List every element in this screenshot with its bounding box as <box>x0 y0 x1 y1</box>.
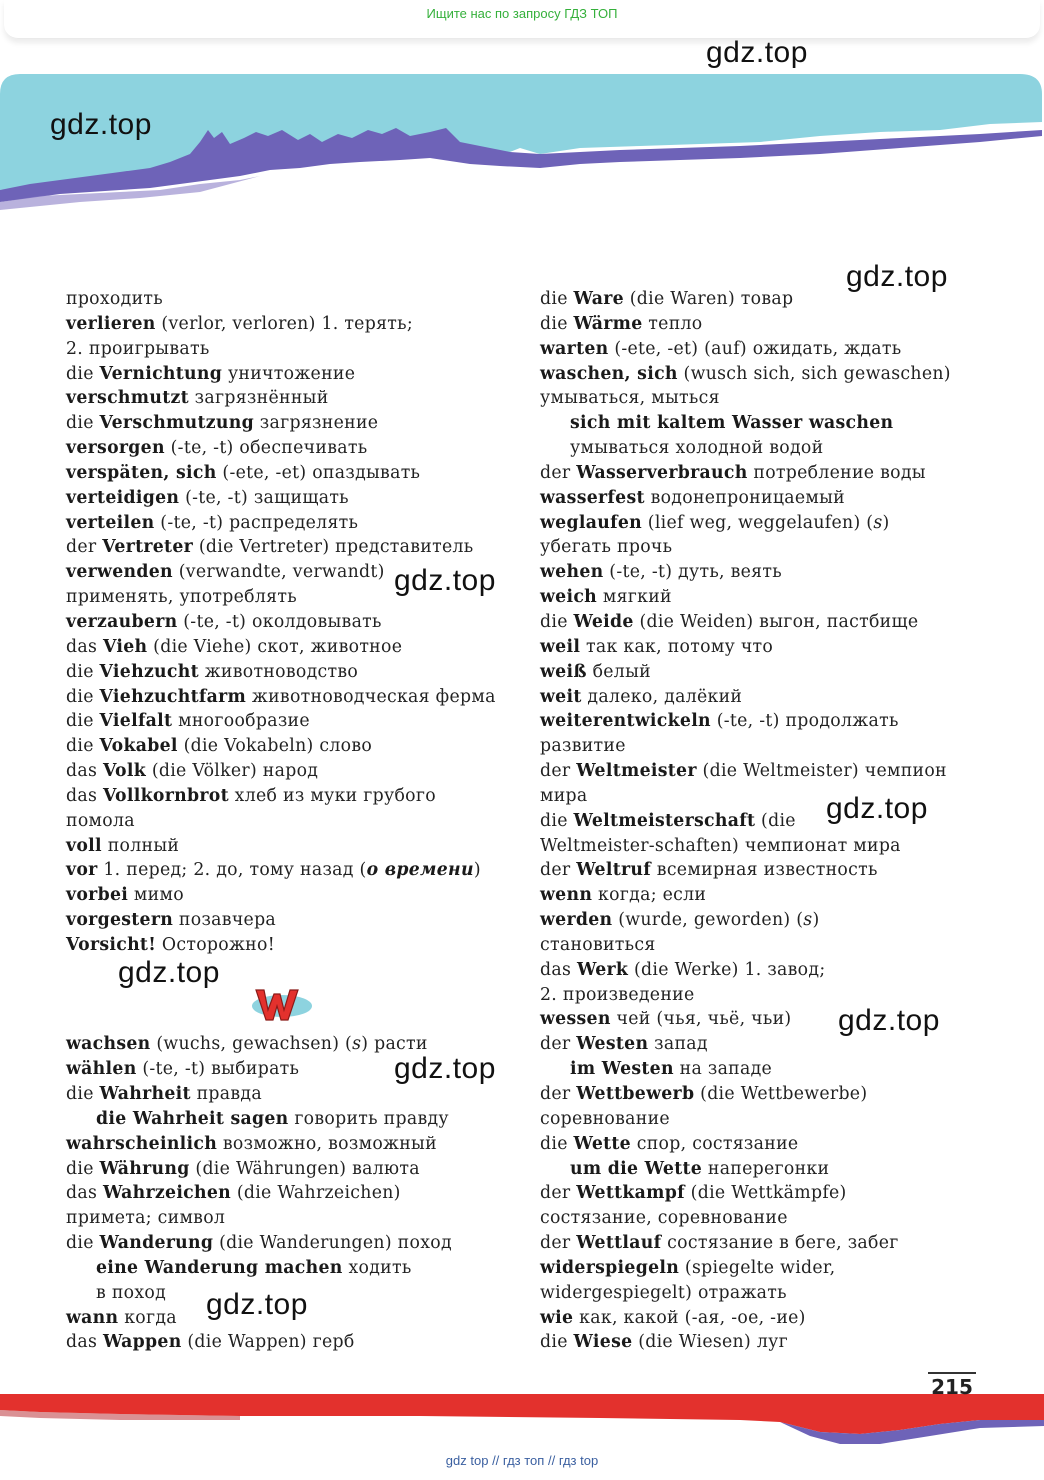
vocabulary-entry-line <box>66 486 496 511</box>
headword: Wahrzeichen <box>102 1183 232 1204</box>
headword: Weltruf <box>576 860 651 881</box>
vocabulary-entry-line <box>66 1181 496 1206</box>
translation-text: die <box>540 1332 574 1353</box>
translation-text: (-te, -t) распределять <box>154 512 359 533</box>
headword: Weide <box>573 611 634 632</box>
headword: Weltmeisterschaft <box>573 810 756 831</box>
translation-text: (-te, -t) выбирать <box>136 1059 300 1080</box>
vocabulary-entry-line <box>540 1157 951 1182</box>
translation-text: ) расти <box>361 1034 428 1055</box>
translation-text: der <box>540 1233 577 1254</box>
footer-link[interactable]: гдз top <box>558 1453 599 1468</box>
headword: Weltmeister <box>576 761 697 782</box>
headword: Wasserverbrauch <box>576 462 748 483</box>
translation-text: наперегонки <box>702 1158 830 1179</box>
vocabulary-entry-line <box>540 958 951 983</box>
translation-text: (die Weiden) выгон, пастбище <box>633 611 919 632</box>
translation-text: (-ete, -et) (auf) ожидать, ждать <box>608 338 902 359</box>
translation-text: когда <box>118 1307 177 1328</box>
translation-text: спор, состязание <box>630 1133 799 1154</box>
headword: wahrscheinlich <box>66 1133 218 1154</box>
translation-text: хлеб из муки грубого <box>228 785 436 806</box>
headword: Vernichtung <box>99 363 223 384</box>
translation-text: многообразие <box>172 711 310 732</box>
headword: weich <box>540 587 598 608</box>
translation-text: die <box>540 1133 574 1154</box>
translation-text: становиться <box>540 934 656 955</box>
search-hint-link[interactable]: Ищите нас по запросу ГДЗ ТОП <box>426 6 618 21</box>
translation-text: загрязнённый <box>188 388 329 409</box>
translation-text: (wusch sich, sich gewaschen) <box>677 363 951 384</box>
headword: Wettbewerb <box>576 1084 695 1104</box>
translation-text: убегать прочь <box>540 537 673 558</box>
vocabulary-entry-line <box>66 660 496 685</box>
vocabulary-entry-line <box>66 560 496 585</box>
headword: Ware <box>573 289 624 309</box>
headword: vor <box>66 860 98 881</box>
headword: Volk <box>102 761 147 782</box>
vocabulary-entry-line <box>540 535 951 560</box>
headword: Währung <box>99 1158 190 1179</box>
headword: Vielfalt <box>99 711 173 732</box>
vocabulary-entry-line <box>540 908 951 933</box>
translation-text: как, какой (-ая, -ое, -ие) <box>573 1307 806 1328</box>
translation-text: на западе <box>673 1059 773 1080</box>
translation-text: соревнование <box>540 1108 670 1129</box>
vocabulary-entry-line <box>66 883 496 908</box>
headword: Wettlauf <box>576 1233 662 1254</box>
vocabulary-entry-line <box>540 1107 951 1132</box>
headword: wie <box>540 1307 574 1328</box>
translation-text: проходить <box>66 289 163 309</box>
translation-text: (die Werke) 1. завод; <box>628 959 826 980</box>
translation-text: водонепроницаемый <box>644 487 845 508</box>
vocabulary-entry-line <box>540 635 951 660</box>
translation-text: (wuchs, gewachsen) ( <box>150 1034 353 1055</box>
translation-text: (die <box>755 810 796 831</box>
headword: widerspiegeln <box>540 1257 680 1278</box>
translation-text: das <box>66 761 103 782</box>
headword: wählen <box>66 1059 137 1080</box>
translation-text: die <box>66 661 100 682</box>
vocabulary-entry-line <box>540 1256 951 1281</box>
headword: weiß <box>540 661 587 682</box>
translation-text: die <box>66 736 100 757</box>
translation-text: s <box>352 1034 362 1055</box>
translation-text: (die Waren) товар <box>623 289 794 309</box>
translation-text: der <box>540 860 577 881</box>
translation-text: der <box>540 1034 577 1055</box>
translation-text: умываться холодной водой <box>570 438 824 459</box>
headword: Wanderung <box>99 1233 214 1254</box>
vocabulary-entry-line <box>540 933 951 958</box>
translation-text: мимо <box>128 885 184 906</box>
vocabulary-entry-line <box>540 486 951 511</box>
translation-text: Weltmeister-schaften) чемпионат мира <box>540 835 901 856</box>
vocabulary-entry-line <box>66 1256 496 1281</box>
watermark-text: gdz.top <box>826 792 928 825</box>
vocabulary-entry-line <box>540 858 951 883</box>
vocabulary-entry-line <box>540 362 951 387</box>
vocabulary-entry-line <box>66 685 496 710</box>
vocabulary-entry-line <box>540 1057 951 1082</box>
translation-text: der <box>540 1183 577 1204</box>
vocabulary-entry-line <box>66 1231 496 1256</box>
vocabulary-entry-line <box>66 312 496 337</box>
vocabulary-entry-line <box>540 1007 951 1032</box>
vocabulary-entry-line <box>66 1281 496 1306</box>
translation-text: ) <box>473 860 481 881</box>
headword: verteidigen <box>66 487 180 508</box>
headword: voll <box>66 835 102 856</box>
translation-text: (-te, -t) защищать <box>179 487 349 508</box>
watermark-text: gdz.top <box>50 108 152 141</box>
translation-text: правда <box>190 1084 262 1104</box>
translation-text: так как, потому что <box>580 636 774 657</box>
translation-text: widergespiegelt) отражать <box>540 1282 787 1303</box>
headword: Wette <box>573 1133 631 1154</box>
vocabulary-entry-line <box>540 436 951 461</box>
translation-text: das <box>66 636 103 657</box>
headword: weil <box>540 636 581 657</box>
translation-text: развитие <box>540 736 626 757</box>
translation-text: (-te, -t) продолжать <box>710 711 899 732</box>
vocabulary-entry-line <box>66 1032 496 1057</box>
vocabulary-entry-line <box>66 362 496 387</box>
vocabulary-entry-line <box>66 635 496 660</box>
translation-text: ) <box>882 512 890 533</box>
headword: vorbei <box>66 885 129 906</box>
page-number: 215 <box>928 1372 976 1400</box>
footer-links <box>0 1453 1044 1468</box>
vocabulary-entry-line <box>66 1330 496 1355</box>
vocabulary-entry-line <box>540 610 951 635</box>
vocabulary-column-right <box>540 287 951 1355</box>
headword: Wahrheit <box>99 1084 191 1104</box>
headword: wasserfest <box>540 487 645 508</box>
headword: weit <box>540 686 582 707</box>
watermark-text: gdz.top <box>206 1288 308 1321</box>
translation-text: (-te, -t) околдовывать <box>177 611 382 632</box>
translation-text: (die Wiesen) луг <box>632 1332 788 1353</box>
vocabulary-entry-line <box>540 337 951 362</box>
translation-text: всемирная известность <box>651 860 878 881</box>
vocabulary-entry-line <box>540 685 951 710</box>
headword: Wettkampf <box>576 1183 685 1204</box>
translation-text: белый <box>586 661 651 682</box>
translation-text: das <box>66 785 103 806</box>
translation-text: животноводческая ферма <box>246 686 496 707</box>
translation-text: der <box>66 537 103 558</box>
translation-text: мягкий <box>597 587 672 608</box>
vocabulary-entry-line <box>540 759 951 784</box>
headword: wenn <box>540 885 593 906</box>
vocabulary-entry-line <box>66 958 496 983</box>
headword: Vieh <box>102 636 148 657</box>
vocabulary-entry-line <box>66 858 496 883</box>
vocabulary-entry-line <box>540 709 951 734</box>
vocabulary-entry-line <box>540 411 951 436</box>
vocabulary-entry-line <box>540 1082 951 1107</box>
translation-text: помола <box>66 810 135 831</box>
translation-text: der <box>540 462 577 483</box>
translation-text: Осторожно! <box>156 934 275 955</box>
headword: verteilen <box>66 512 155 533</box>
headword: eine Wanderung machen <box>96 1257 343 1278</box>
translation-text: (die Vertreter) представитель <box>193 537 474 558</box>
headword: verwenden <box>66 562 173 583</box>
vocabulary-entry-line <box>66 933 496 958</box>
letter-w-section-icon <box>246 984 314 1026</box>
vocabulary-entry-line <box>540 1231 951 1256</box>
headword: Vorsicht! <box>66 934 157 955</box>
footer-separator: // <box>547 1453 556 1468</box>
translation-text: (spiegelte wider, <box>679 1257 836 1278</box>
translation-text: (die Viehe) скот, животное <box>147 636 403 657</box>
headword: Vollkornbrot <box>102 785 229 806</box>
translation-text: (lief weg, weggelaufen) ( <box>641 512 874 533</box>
vocabulary-entry-line <box>540 287 951 312</box>
translation-text: die <box>66 686 100 707</box>
headword: Verschmutzung <box>99 413 255 434</box>
headword: wachsen <box>66 1034 151 1055</box>
vocabulary-entry-line <box>66 1306 496 1331</box>
footer-link[interactable]: gdz top <box>445 1453 489 1468</box>
vocabulary-entry-line <box>66 436 496 461</box>
translation-text: (die Wanderungen) поход <box>213 1233 452 1254</box>
translation-text: die <box>66 1084 100 1104</box>
translation-text: (die Vokabeln) слово <box>177 736 373 757</box>
headword: sich mit kaltem Wasser waschen <box>570 413 894 434</box>
vocabulary-entry-line <box>66 1157 496 1182</box>
headword: Wiese <box>573 1332 633 1353</box>
watermark-text: gdz.top <box>394 1052 496 1085</box>
headword: waschen, sich <box>540 363 678 384</box>
translation-text: состязание, соревнование <box>540 1208 788 1229</box>
translation-text: s <box>873 512 883 533</box>
headword: vorgestern <box>66 910 174 931</box>
translation-text: das <box>540 959 577 980</box>
footer-link[interactable]: гдз топ <box>502 1453 545 1468</box>
translation-text: (-ete, -et) опаздывать <box>216 462 421 483</box>
vocabulary-entry-line <box>540 560 951 585</box>
vocabulary-entry-line <box>540 511 951 536</box>
headword: im Westen <box>570 1059 674 1080</box>
translation-text: (die Wettbewerbe) <box>694 1084 868 1104</box>
translation-text: die <box>66 711 100 732</box>
vocabulary-entry-line <box>540 809 951 834</box>
headword: wehen <box>540 562 604 583</box>
vocabulary-entry-line <box>66 1132 496 1157</box>
translation-text: die <box>540 313 574 334</box>
headword: Werk <box>576 959 629 980</box>
vocabulary-entry-line <box>66 287 496 312</box>
vocabulary-entry-line <box>540 461 951 486</box>
vocabulary-column-left <box>66 287 496 1355</box>
footer-separator: // <box>492 1453 500 1468</box>
translation-text: die <box>540 289 574 309</box>
watermark-text: gdz.top <box>846 260 948 293</box>
header-decoration-band <box>0 72 1044 222</box>
translation-text: (die Weltmeister) чемпион <box>696 761 947 782</box>
vocabulary-entry-line <box>66 709 496 734</box>
translation-text: позавчера <box>173 910 277 931</box>
vocabulary-entry-line <box>540 784 951 809</box>
vocabulary-entry-line <box>540 660 951 685</box>
vocabulary-entry-line <box>540 312 951 337</box>
translation-text: говорить правду <box>288 1108 449 1129</box>
translation-text: 1. перед; 2. до, тому назад ( <box>97 860 367 881</box>
headword: wann <box>66 1307 119 1328</box>
headword: die Wahrheit sagen <box>96 1108 289 1129</box>
translation-text: die <box>66 413 100 434</box>
vocabulary-entry-line <box>540 1281 951 1306</box>
vocabulary-entry-line <box>66 1057 496 1082</box>
vocabulary-entry-line <box>66 461 496 486</box>
headword: verschmutzt <box>66 388 189 409</box>
vocabulary-entry-line <box>66 1107 496 1132</box>
translation-text: тепло <box>642 313 703 334</box>
vocabulary-entry-line <box>540 386 951 411</box>
translation-text: die <box>66 1233 100 1254</box>
watermark-text: gdz.top <box>394 564 496 597</box>
translation-text: die <box>66 363 100 384</box>
vocabulary-entry-line <box>66 337 496 362</box>
headword: Vertreter <box>102 537 194 558</box>
translation-text: das <box>66 1332 103 1353</box>
headword: Wappen <box>102 1332 182 1353</box>
headword: о времени <box>366 860 474 881</box>
watermark-text: gdz.top <box>838 1004 940 1037</box>
vocabulary-entry-line <box>66 759 496 784</box>
headword: um die Wette <box>570 1158 703 1179</box>
translation-text: (die Wettkämpfe) <box>684 1183 847 1204</box>
vocabulary-entry-line <box>66 511 496 536</box>
watermark-text: gdz.top <box>706 36 808 69</box>
vocabulary-entry-line <box>66 908 496 933</box>
vocabulary-entry-line <box>66 1082 496 1107</box>
translation-text: (-te, -t) обеспечивать <box>164 438 368 459</box>
translation-text: (die Wappen) герб <box>181 1332 355 1353</box>
headword: Wärme <box>573 313 643 334</box>
vocabulary-entry-line <box>66 809 496 834</box>
vocabulary-entry-line <box>540 585 951 610</box>
translation-text: 2. произведение <box>540 984 695 1005</box>
translation-text: (wurde, geworden) ( <box>612 910 804 931</box>
translation-text: уничтожение <box>222 363 356 384</box>
translation-text: чей (чья, чьё, чьи) <box>610 1009 792 1030</box>
vocabulary-entry-line <box>540 1206 951 1231</box>
headword: versorgen <box>66 438 165 459</box>
headword: verspäten, sich <box>66 462 217 483</box>
translation-text: das <box>66 1183 103 1204</box>
headword: Westen <box>576 1034 649 1055</box>
headword: werden <box>540 910 613 931</box>
translation-text: die <box>540 611 574 632</box>
translation-text: мира <box>540 785 588 806</box>
watermark-text: gdz.top <box>118 956 220 989</box>
vocabulary-entry-line <box>66 784 496 809</box>
translation-text: (verwandte, verwandt) <box>172 562 385 583</box>
vocabulary-entry-line <box>540 1330 951 1355</box>
vocabulary-entry-line <box>66 610 496 635</box>
vocabulary-entry-line <box>66 734 496 759</box>
vocabulary-entry-line <box>66 386 496 411</box>
translation-text: (die Völker) народ <box>146 761 319 782</box>
translation-text: запад <box>648 1034 708 1055</box>
footer-decoration-band <box>0 1390 1044 1446</box>
translation-text: (die Währungen) валюта <box>189 1158 420 1179</box>
headword: Vokabel <box>99 736 178 757</box>
headword: weiterentwickeln <box>540 711 711 732</box>
translation-text: (verlor, verloren) 1. терять; <box>155 313 413 334</box>
vocabulary-entry-line <box>540 1032 951 1057</box>
headword: weglaufen <box>540 512 642 533</box>
vocabulary-entry-line <box>540 883 951 908</box>
translation-text: 2. проигрывать <box>66 338 210 359</box>
vocabulary-entry-line <box>66 535 496 560</box>
translation-text: в поход <box>96 1282 167 1303</box>
translation-text: состязание в беге, забег <box>661 1233 899 1254</box>
vocabulary-entry-line <box>66 834 496 859</box>
translation-text: der <box>540 1084 577 1104</box>
translation-text: полный <box>101 835 180 856</box>
translation-text: s <box>803 910 813 931</box>
translation-text: ) <box>812 910 820 931</box>
headword: warten <box>540 338 609 359</box>
vocabulary-entry-line <box>540 734 951 759</box>
translation-text: ходить <box>342 1257 412 1278</box>
translation-text: die <box>66 1158 100 1179</box>
translation-text: der <box>540 761 577 782</box>
translation-text: примета; символ <box>66 1208 226 1229</box>
vocabulary-entry-line <box>540 1132 951 1157</box>
translation-text: животноводство <box>198 661 359 682</box>
vocabulary-entry-line <box>540 983 951 1008</box>
vocabulary-entry-line <box>540 1181 951 1206</box>
translation-text: возможно, возможный <box>217 1133 437 1154</box>
translation-text: применять, употреблять <box>66 587 297 608</box>
vocabulary-entry-line <box>66 411 496 436</box>
translation-text: когда; если <box>592 885 707 906</box>
translation-text: потребление воды <box>747 462 926 483</box>
translation-text: (die Wahrzeichen) <box>231 1183 401 1204</box>
headword: verlieren <box>66 313 156 334</box>
headword: wessen <box>540 1009 611 1030</box>
vocabulary-entry-line <box>66 1206 496 1231</box>
vocabulary-entry-line <box>540 1306 951 1331</box>
vocabulary-entry-line <box>66 585 496 610</box>
translation-text: (-te, -t) дуть, веять <box>603 562 782 583</box>
headword: verzaubern <box>66 611 178 632</box>
headword: Viehzucht <box>99 661 199 682</box>
headword: Viehzuchtfarm <box>99 686 247 707</box>
translation-text: загрязнение <box>254 413 379 434</box>
translation-text: die <box>540 810 574 831</box>
translation-text: умываться, мыться <box>540 388 720 409</box>
vocabulary-entry-line <box>540 834 951 859</box>
translation-text: далеко, далёкий <box>581 686 743 707</box>
